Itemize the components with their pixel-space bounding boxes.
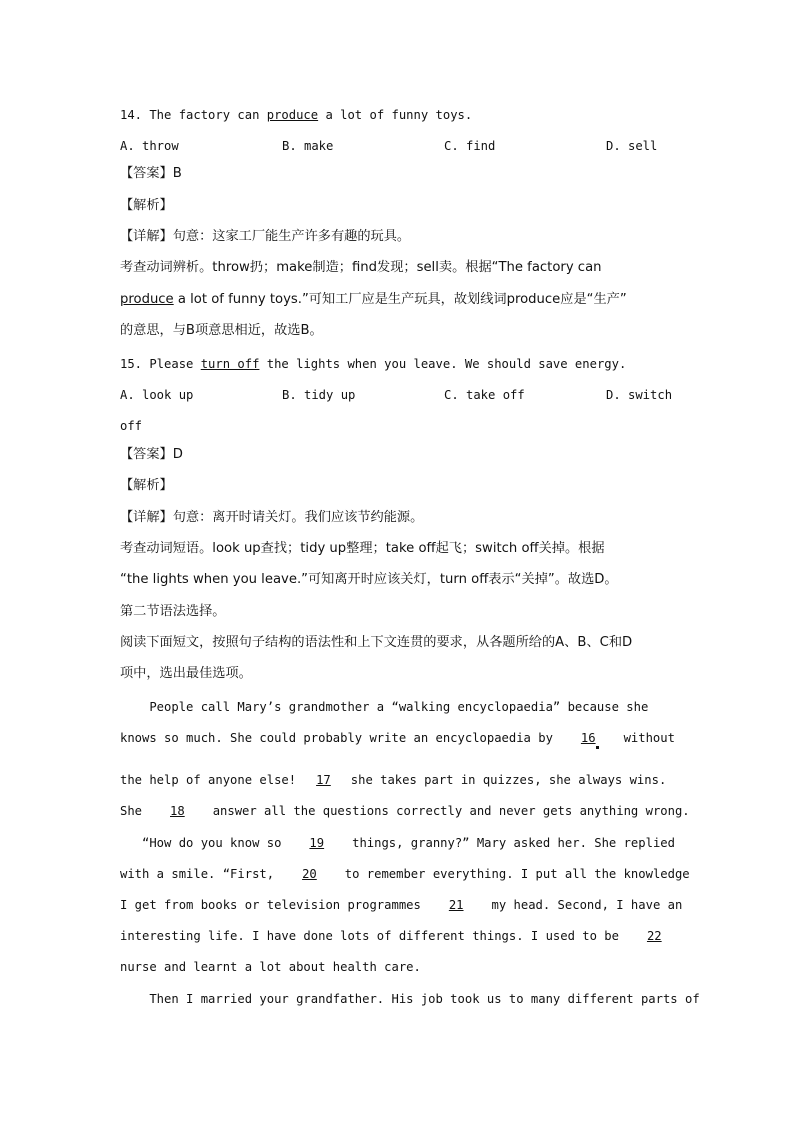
blank-19: 19	[309, 836, 325, 850]
q14-option-a: A. throw	[120, 139, 179, 153]
blank-22: 22	[646, 929, 662, 943]
q14-explanation-2	[120, 291, 627, 309]
passage-line-3-pre: the help of anyone else!	[120, 773, 304, 787]
passage-line-1: People call Mary’s grandmother a “walking encyclopaedia” because she	[120, 700, 649, 714]
q15-analysis-label: 【解析】	[120, 478, 173, 493]
q15-option-b: B. tidy up	[282, 388, 356, 402]
passage-line-6-pre: with a smile. “First,	[120, 867, 282, 881]
q15-stem-pre: 15. Please	[120, 357, 201, 371]
q14-explanation-3: 的意思，与B项意思相近，故选B。	[120, 323, 323, 338]
blank-18: 18	[170, 804, 185, 818]
passage-line-4-post: answer all the questions correctly and never gets anything wrong.	[205, 804, 690, 818]
q15-explanation-2: “the lights when you leave.”可知离开时应该关灯，turn off表示“关掉”。故选D。	[120, 572, 618, 587]
passage-line-9: nurse and learnt a lot about health care.	[120, 960, 421, 974]
q14-stem-pre: 14. The factory can	[120, 108, 267, 122]
blank-16-dot-mark	[596, 746, 599, 749]
blank-16: 16	[580, 731, 596, 745]
q15-option-c: C. take off	[444, 388, 525, 402]
passage-line-3-post: she takes part in quizzes, she always wins.	[343, 773, 667, 787]
section-instruction-2: 项中，选出最佳选项。	[120, 666, 252, 681]
q15-underlined-phrase: turn off	[200, 357, 260, 371]
passage-line-6	[120, 865, 690, 883]
q14-explanation-1: 考查动词辨析。throw扔；make制造；find发现；sell卖。根据“The factory can	[120, 260, 602, 275]
q15-stem	[120, 355, 626, 373]
passage-line-7-post: my head. Second, I have an	[484, 898, 683, 912]
passage-line-6-post: to remember everything. I put all the knowledge	[337, 867, 690, 881]
q14-option-d: D. sell	[606, 139, 658, 153]
blank-17: 17	[316, 773, 331, 787]
passage-line-4-pre: She	[120, 804, 150, 818]
section-title: 第二节语法选择。	[120, 604, 226, 619]
passage-line-2-post: without	[616, 731, 675, 745]
q14-answer: 【答案】B	[120, 166, 182, 181]
q14-stem	[120, 106, 472, 124]
passage-line-5-pre: “How do you know so	[120, 836, 289, 850]
q14-option-b: B. make	[282, 139, 334, 153]
q15-option-a: A. look up	[120, 388, 194, 402]
section-instruction-1: 阅读下面短文，按照句子结构的语法性和上下文连贯的要求，从各题所给的A、B、C和D	[120, 635, 633, 650]
q14-underlined-word: produce	[266, 108, 319, 122]
passage-line-5	[120, 834, 675, 852]
passage-line-7-pre: I get from books or television programmes	[120, 898, 429, 912]
q14-analysis-label: 【解析】	[120, 198, 173, 213]
q15-answer: 【答案】D	[120, 447, 183, 462]
q14-stem-post: a lot of funny toys.	[318, 108, 473, 122]
q15-option-d-wrap: off	[120, 419, 143, 433]
q14-option-c: C. find	[444, 139, 496, 153]
q14-detail: 【详解】句意：这家工厂能生产许多有趣的玩具。	[120, 229, 411, 244]
passage-line-2	[120, 729, 675, 747]
q14-explanation-rest: a lot of funny toys.”可知工厂应是生产玩具，故划线词produce应是“生产”	[173, 292, 627, 307]
q14-explanation-underlined: produce	[120, 292, 174, 307]
q15-detail: 【详解】句意：离开时请关灯。我们应该节约能源。	[120, 510, 424, 525]
passage-line-2-pre: knows so much. She could probably write an encyclopaedia by	[120, 731, 561, 745]
blank-21: 21	[448, 898, 464, 912]
passage-line-10: Then I married your grandfather. His job took us to many different parts of	[120, 992, 700, 1006]
passage-line-4	[120, 802, 690, 820]
passage-line-3	[120, 771, 666, 789]
q15-explanation-1: 考查动词短语。look up查找；tidy up整理；take off起飞；switch off关掉。根据	[120, 541, 605, 556]
passage-line-8-pre: interesting life. I have done lots of different things. I used to be	[120, 929, 627, 943]
q15-stem-post: the lights when you leave. We should save energy.	[259, 357, 627, 371]
passage-line-7	[120, 896, 682, 914]
blank-20: 20	[302, 867, 317, 881]
q15-option-d: D. switch	[606, 388, 673, 402]
passage-line-8	[120, 927, 682, 945]
passage-line-5-post: things, granny?” Mary asked her. She replied	[344, 836, 675, 850]
